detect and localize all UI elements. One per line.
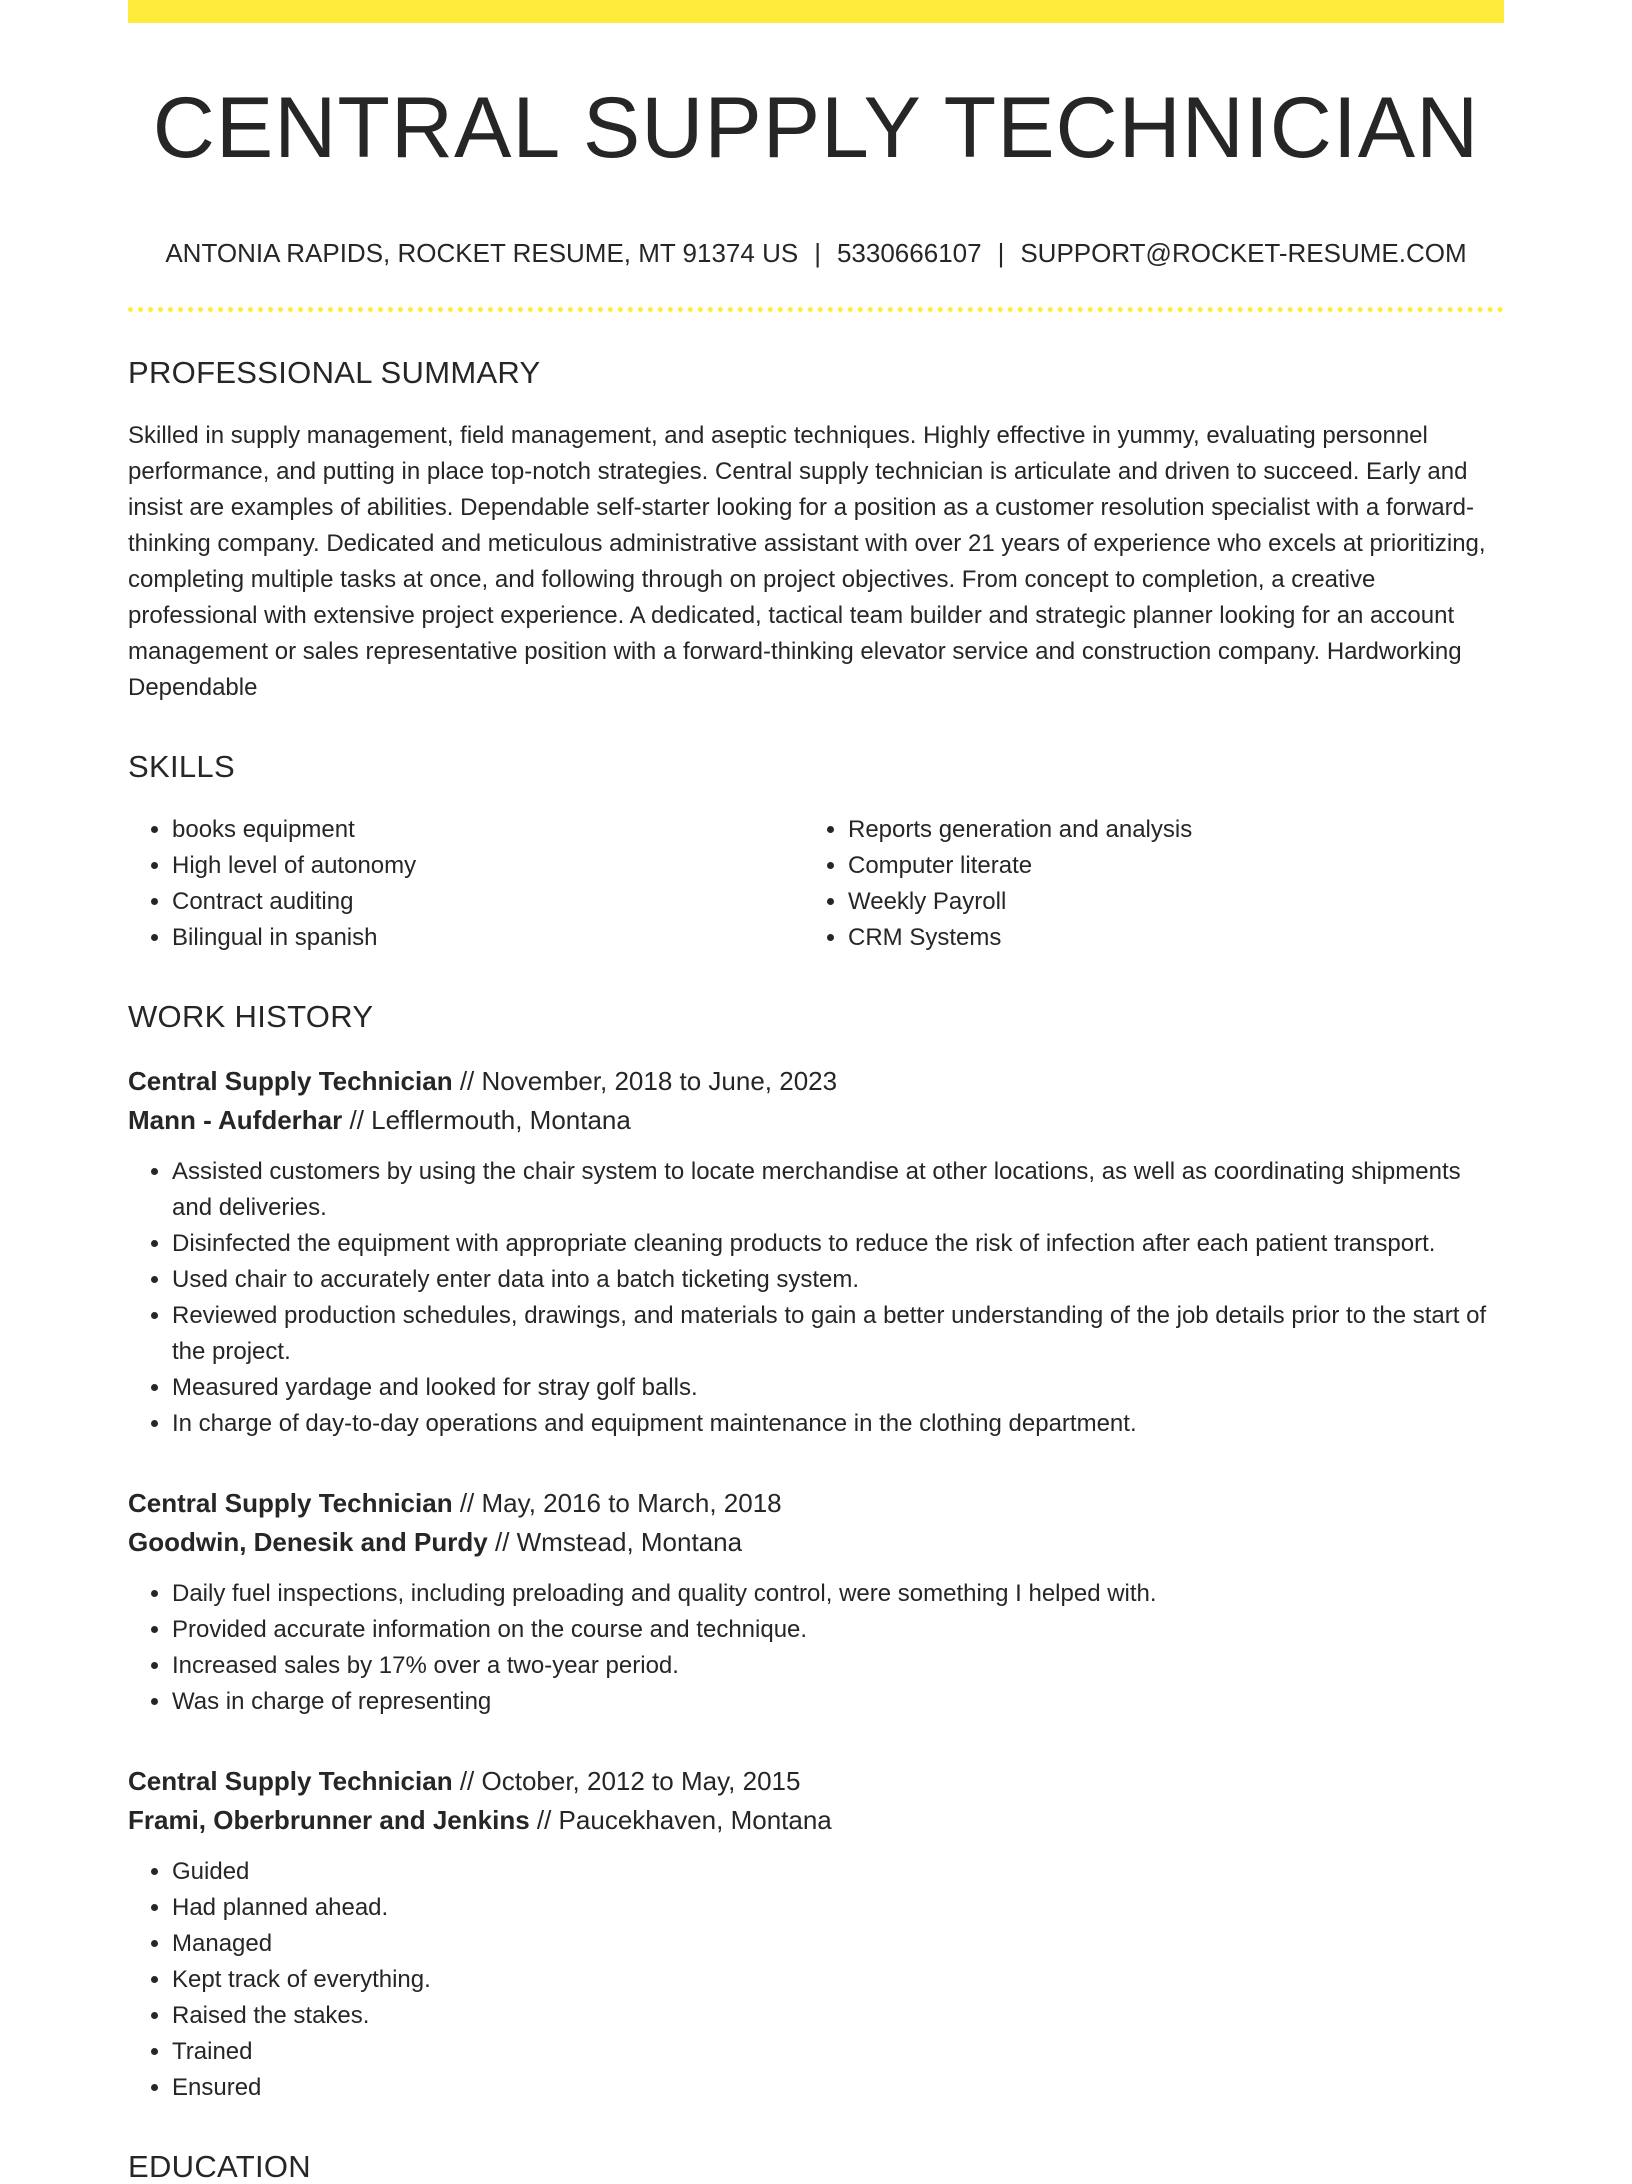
job-bullet: • Daily fuel inspections, including preloading and quality control, were something I helped with.: [172, 1576, 1504, 1612]
job-bullet: • In charge of day-to-day operations and equipment maintenance in the clothing department.: [172, 1406, 1504, 1442]
job-bullets: [128, 1854, 1504, 2106]
job-bullet: • Kept track of everything.: [172, 1962, 1504, 1998]
resume-page: [128, 0, 1504, 2184]
education-heading: EDUCATION: [128, 2149, 311, 2184]
job-title: Central Supply Technician: [128, 1488, 453, 1519]
job-bullet: • Reviewed production schedules, drawings, and materials to gain a better understanding of the job details prior to the start of the project.: [172, 1298, 1504, 1370]
job-company: Mann - Aufderhar: [128, 1105, 343, 1136]
job-bullet: • Disinfected the equipment with appropriate cleaning products to reduce the risk of infection after each patient transport.: [172, 1226, 1504, 1262]
job-title-line: [128, 1484, 1504, 1523]
job-location: // Wmstead, Montana: [494, 1527, 743, 1558]
skill-item: • Contract auditing: [172, 884, 804, 920]
job-company: Frami, Oberbrunner and Jenkins: [128, 1805, 530, 1836]
contact-phone: 5330666107: [836, 237, 982, 268]
job-bullet: • Managed: [172, 1926, 1504, 1962]
job-dates: // October, 2012 to May, 2015: [459, 1766, 801, 1797]
job-bullet: • Used chair to accurately enter data into a batch ticketing system.: [172, 1262, 1504, 1298]
job-bullet: • Increased sales by 17% over a two-year period.: [172, 1648, 1504, 1684]
contact-separator: |: [997, 237, 1005, 268]
job-title: Central Supply Technician: [128, 1066, 453, 1097]
skills-heading: SKILLS: [128, 748, 235, 784]
job-bullet: • Provided accurate information on the course and technique.: [172, 1612, 1504, 1648]
job-bullet: • Measured yardage and looked for stray golf balls.: [172, 1370, 1504, 1406]
summary-heading: PROFESSIONAL SUMMARY: [128, 354, 541, 390]
job-bullets: [128, 1154, 1504, 1442]
job-location: // Lefflermouth, Montana: [349, 1105, 631, 1136]
dotted-divider: [128, 307, 1504, 312]
job-bullet: • Trained: [172, 2034, 1504, 2070]
job-location: // Paucekhaven, Montana: [536, 1805, 832, 1836]
job-bullet: • Ensured: [172, 2070, 1504, 2106]
skills-column-right: [804, 812, 1480, 956]
job-entry: [128, 1062, 1504, 1442]
job-title: Central Supply Technician: [128, 1766, 453, 1797]
skill-item: • Weekly Payroll: [848, 884, 1480, 920]
job-dates: // May, 2016 to March, 2018: [459, 1488, 782, 1519]
work-history-heading: WORK HISTORY: [128, 998, 374, 1034]
skill-item: • Reports generation and analysis: [848, 812, 1480, 848]
job-bullet: • Assisted customers by using the chair system to locate merchandise at other locations, as well as coordinating shipments and deliveries.: [172, 1154, 1504, 1226]
contact-line: [128, 238, 1504, 269]
skills-list: [128, 812, 1504, 956]
job-company: Goodwin, Denesik and Purdy: [128, 1527, 488, 1558]
summary-text: Skilled in supply management, field management, and aseptic techniques. Highly effective in yummy, evaluating personnel performance, and putting in place top-notch strategies. Central supply technician is articulate and driven to succeed. Early and insist are examples of abilities. Dependable self-starter looking for a position as a customer resolution specialist with a forward-thinking company. Dedicated and meticulous administrative assistant with over 21 years of experience who excels at prioritizing, completing multiple tasks at once, and following through on project objectives. From concept to completion, a creative professional with extensive project experience. A dedicated, tactical team builder and strategic planner looking for an account management or sales representative position with a forward-thinking elevator service and construction company. Hardworking Dependable: [128, 421, 1486, 701]
job-bullets: [128, 1576, 1504, 1720]
contact-address: ANTONIA RAPIDS, ROCKET RESUME, MT 91374 US: [165, 237, 799, 268]
skills-column-left: [128, 812, 804, 956]
skill-item: • High level of autonomy: [172, 848, 804, 884]
job-entry: [128, 1762, 1504, 2106]
resume-title: CENTRAL SUPPLY TECHNICIAN: [152, 80, 1480, 176]
job-title-line: [128, 1762, 1504, 1801]
skill-item: • CRM Systems: [848, 920, 1480, 956]
job-company-line: [128, 1523, 1504, 1562]
top-accent-bar: [128, 0, 1504, 23]
job-title-line: [128, 1062, 1504, 1101]
job-bullet: • Was in charge of representing: [172, 1684, 1504, 1720]
job-company-line: [128, 1101, 1504, 1140]
job-bullet: • Raised the stakes.: [172, 1998, 1504, 2034]
job-dates: // November, 2018 to June, 2023: [459, 1066, 838, 1097]
skill-item: • Computer literate: [848, 848, 1480, 884]
contact-email: SUPPORT@ROCKET-RESUME.COM: [1020, 237, 1467, 268]
contact-separator: |: [814, 237, 821, 268]
job-entry: [128, 1484, 1504, 1720]
job-bullet: • Guided: [172, 1854, 1504, 1890]
skill-item: • books equipment: [172, 812, 804, 848]
job-bullet: • Had planned ahead.: [172, 1890, 1504, 1926]
skill-item: • Bilingual in spanish: [172, 920, 804, 956]
job-company-line: [128, 1801, 1504, 1840]
